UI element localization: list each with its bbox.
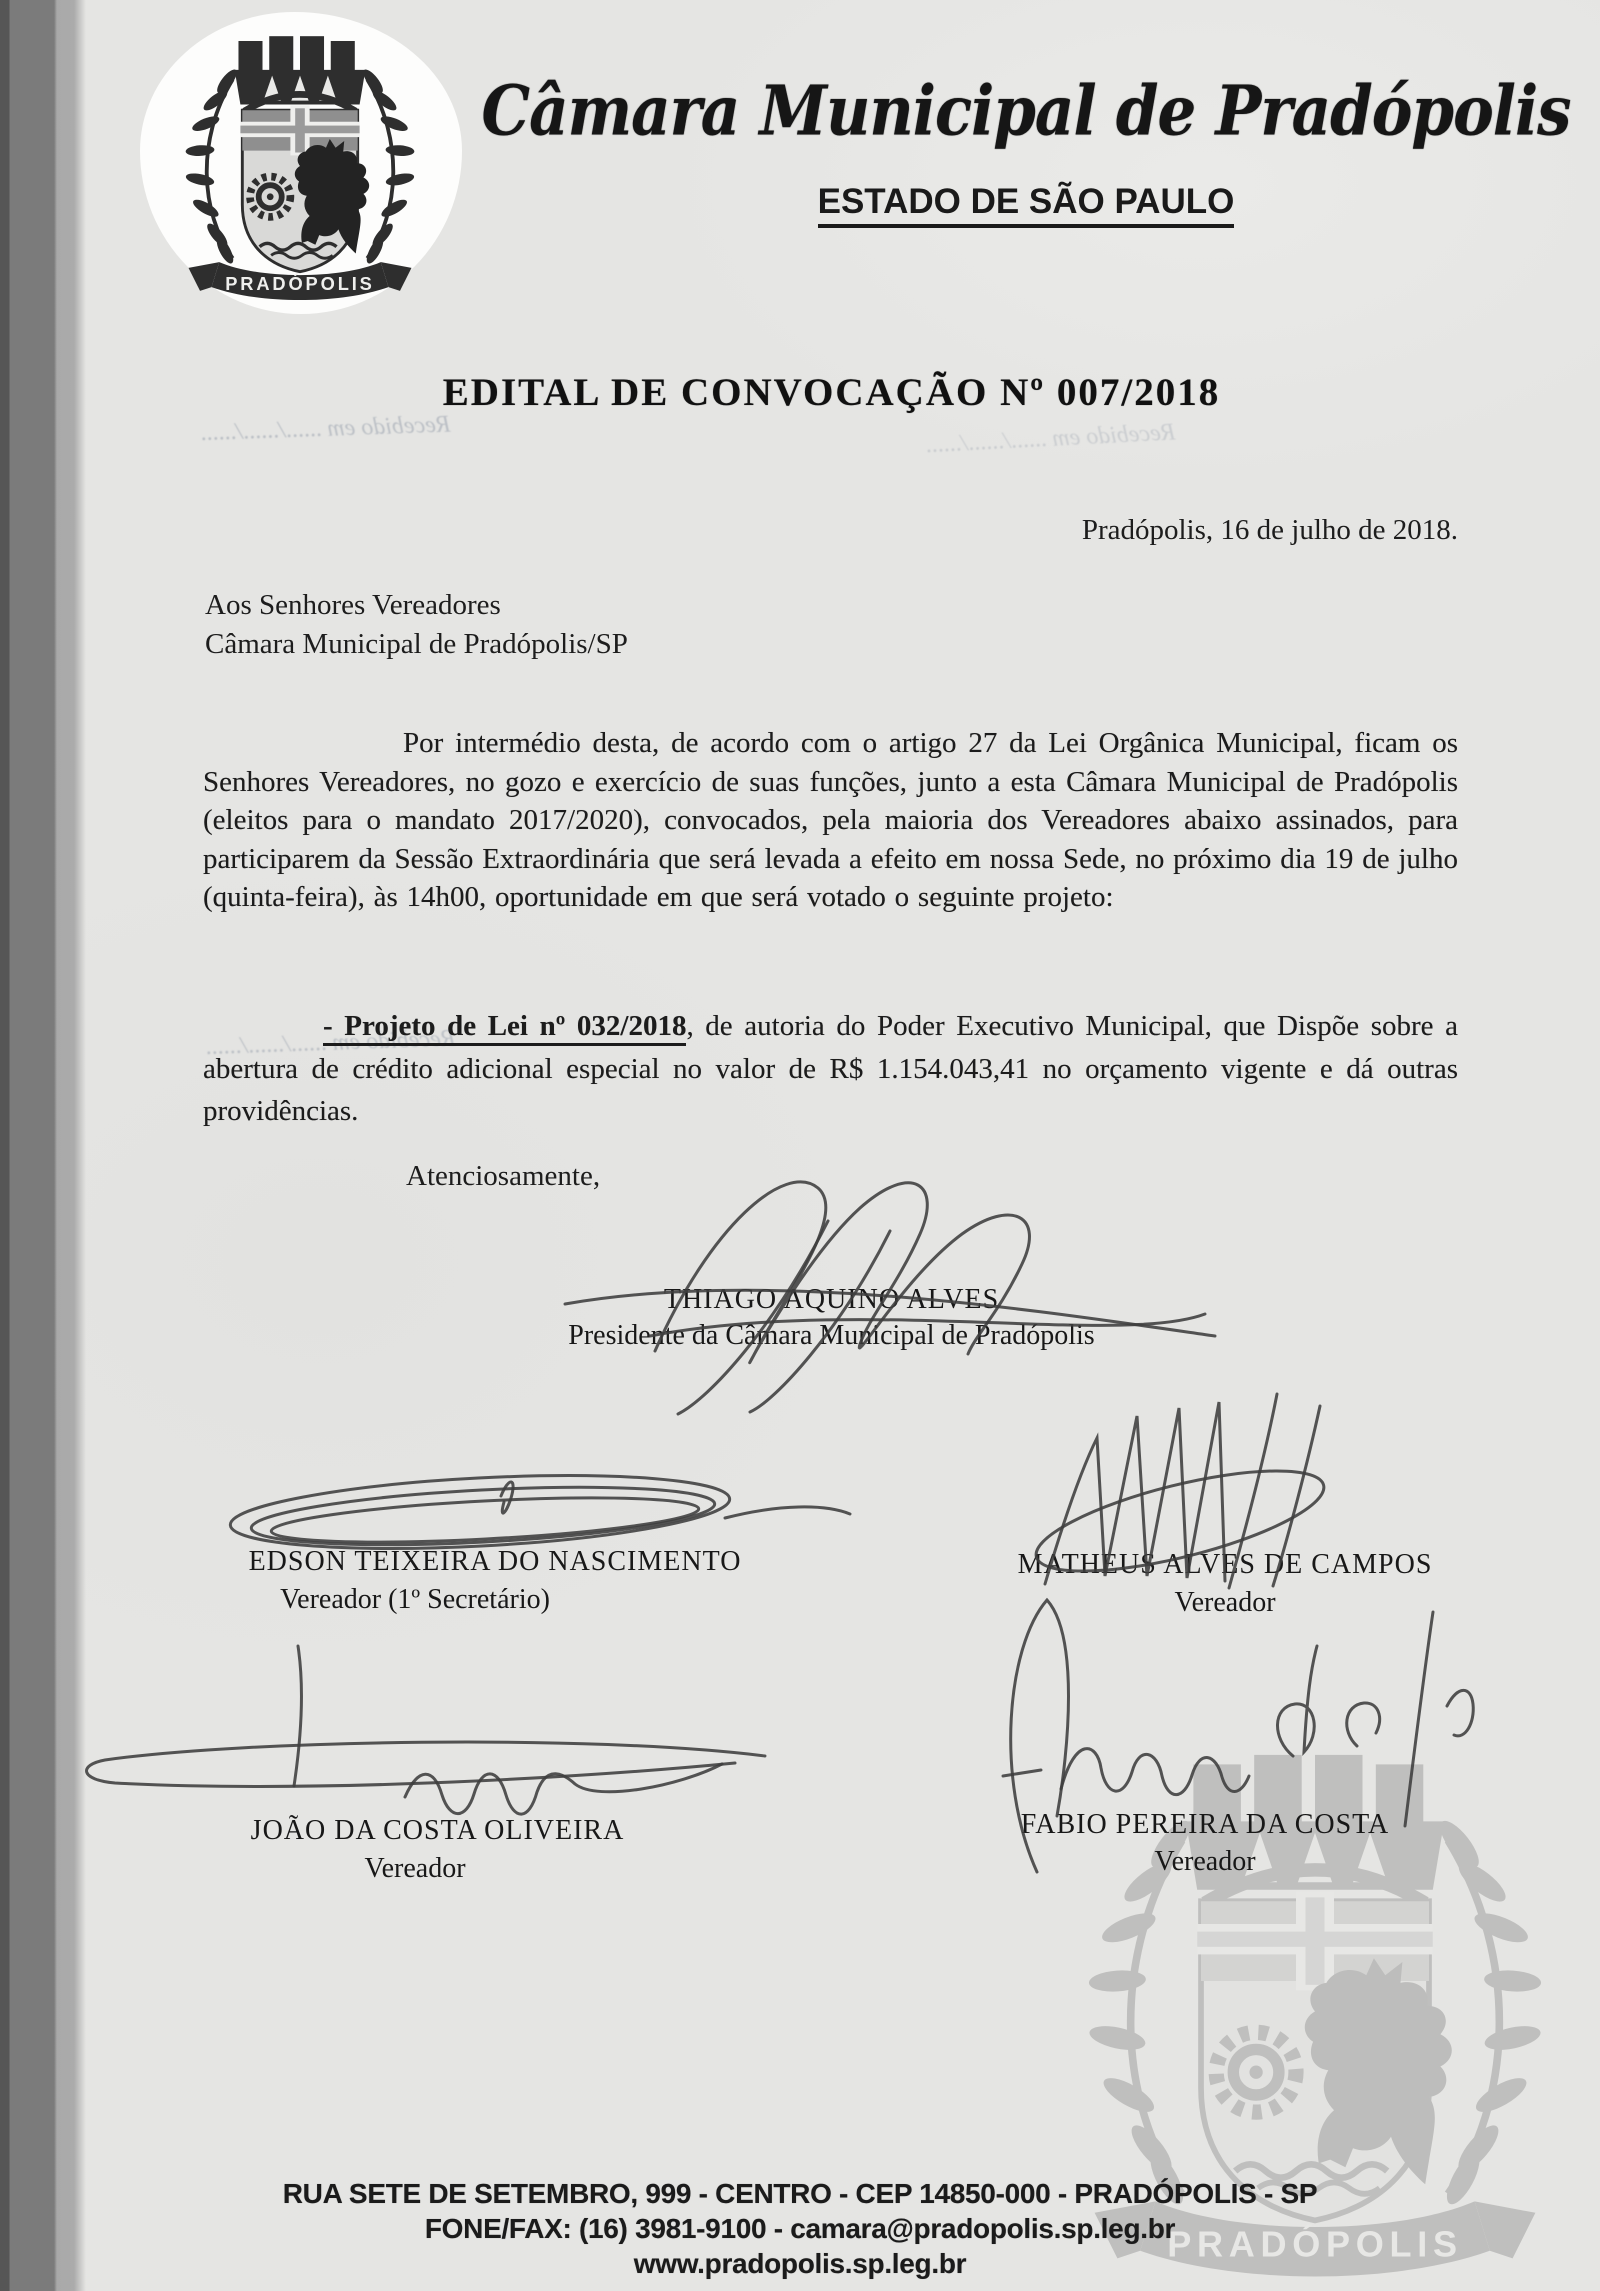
received-stamp-ghost-3: Recebido em ....../....../...... <box>204 1025 456 1061</box>
document-title: EDITAL DE CONVOCAÇÃO Nº 007/2018 <box>442 371 1221 414</box>
date-line: Pradópolis, 16 de julho de 2018. <box>1081 514 1458 546</box>
project-label-bold-underline: - Projeto de Lei nº 032/2018 <box>323 1010 686 1046</box>
footer-address-line: RUA SETE DE SETEMBRO, 999 - CENTRO - CEP 14850-000 - PRADÓPOLIS - SP <box>282 2178 1318 2209</box>
project-paragraph <box>203 1005 1458 1133</box>
signature-scribble-edson <box>205 1460 855 1570</box>
addressee-block <box>205 586 1105 664</box>
signatory-role-edson: Vereador (1º Secretário) <box>280 1584 550 1615</box>
project-paragraph-rest: , de autoria do Poder Executivo Municipal, que Dispõe sobre a abertura de crédito adicional especial no valor de R$ 1.154.043,41 no orçamento vigente e dá outras providências. <box>203 1010 1459 1127</box>
closing-salutation: Atenciosamente, <box>406 1160 601 1192</box>
signatory-name-thiago: THIAGO AQUINO ALVES <box>663 1284 1000 1315</box>
org-name-blackletter: Câmara Municipal de Pradópolis <box>481 72 1571 152</box>
signatory-role-matheus: Vereador <box>1174 1587 1276 1618</box>
scan-edge-strip <box>0 0 90 2291</box>
signatory-role-joao: Vereador <box>364 1853 466 1884</box>
state-line-text: ESTADO DE SÃO PAULO <box>818 182 1235 228</box>
body-paragraph-1: Por intermédio desta, de acordo com o artigo 27 da Lei Orgânica Municipal, ficam os Senhores Vereadores, no gozo e exercício de suas funções, junto a esta Câmara Municipal de Pradópolis (eleitos para o mandato 2017/2020), convocados, pela maioria dos Vereadores abaixo assinados, para participarem da Sessão Extraordinária que será levada a efeito em nossa Sede, no próximo dia 19 de julho (quinta-feira), às 14h00, oportunidade em que será votado o seguinte projeto: <box>203 727 1458 913</box>
footer-website-line: www.pradopolis.sp.leg.br <box>633 2248 967 2279</box>
signature-scribble-fabio <box>975 1584 1515 1886</box>
footer-phone-email-line: FONE/FAX: (16) 3981-9100 - camara@pradopolis.sp.leg.br <box>424 2213 1176 2244</box>
received-stamp-ghost-2: Recebido em ....../....../...... <box>924 419 1177 459</box>
municipal-coat-of-arms-icon <box>153 16 447 314</box>
state-line <box>452 182 1600 222</box>
signatory-role-thiago: Presidente da Câmara Municipal de Pradópolis <box>568 1320 1095 1351</box>
signature-scribble-joao <box>70 1634 780 1826</box>
signatory-role-fabio: Vereador <box>1154 1846 1256 1877</box>
signature-scribble-matheus <box>1015 1386 1365 1604</box>
signatory-name-joao: JOÃO DA COSTA OLIVEIRA <box>250 1815 625 1846</box>
signatory-name-matheus: MATHEUS ALVES DE CAMPOS <box>1017 1549 1433 1580</box>
signatory-name-edson: EDSON TEIXEIRA DO NASCIMENTO <box>248 1546 742 1577</box>
received-stamp-ghost-1: Recebido em ....../....../...... <box>199 411 451 447</box>
signatory-name-fabio: FABIO PEREIRA DA COSTA <box>1020 1809 1390 1840</box>
addressee-line-2: Câmara Municipal de Pradópolis/SP <box>205 628 628 660</box>
addressee-line-1: Aos Senhores Vereadores <box>205 589 501 621</box>
signature-scribble-thiago <box>560 1146 1220 1418</box>
